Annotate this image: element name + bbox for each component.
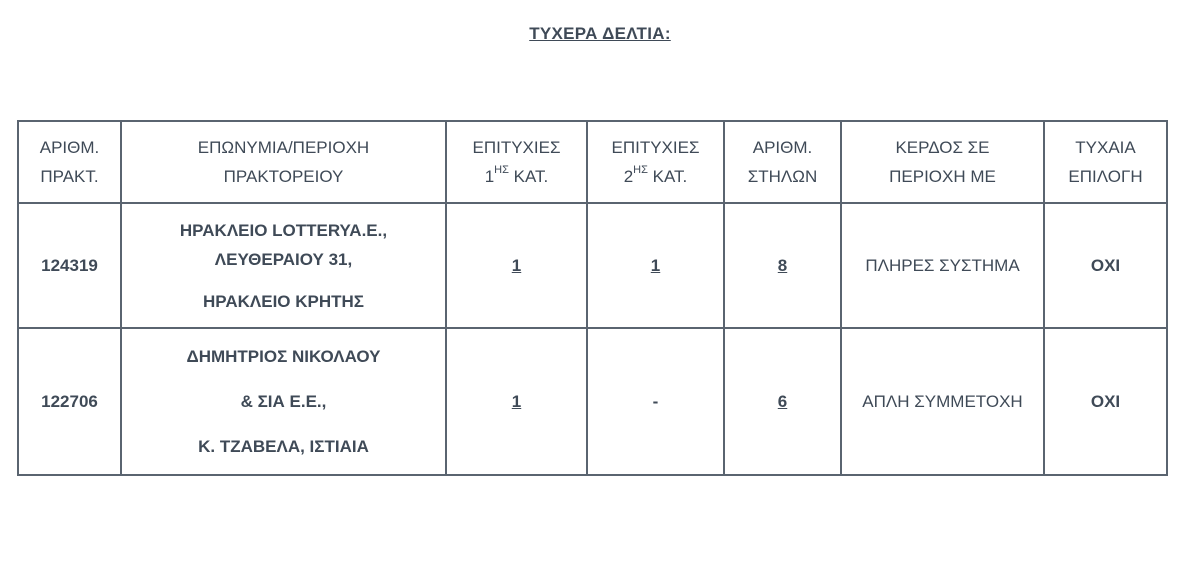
header-text [592,162,719,191]
header-superscript: ΗΣ [494,164,509,177]
address-line: ΛΕΥΘΕΡΑΙΟΥ 31, [214,249,353,269]
header-text: ΠΕΡΙΟΧΗ ΜΕ [889,167,996,186]
header-columns-count [724,121,841,203]
columns-count-cell [724,203,841,328]
wins-cat2-cell: - [587,328,724,475]
wins-cat1-cell [446,328,587,475]
page-title: ΤΥΧΕΡΑ ΔΕΛΤΙΑ: [529,24,671,43]
random-pick-cell: ΟΧΙ [1044,328,1167,475]
header-text: ΕΠΩΝΥΜΙΑ/ΠΕΡΙΟΧΗ [197,138,370,157]
wins-cat2-value: 1 [650,256,661,275]
header-text: ΣΤΗΛΩΝ [747,167,818,186]
header-wins-category-2 [587,121,724,203]
wins-cat1-value: 1 [511,256,522,275]
header-superscript: ΗΣ [633,164,648,177]
header-text: ΕΠΙΤΥΧΙΕΣ [472,138,561,157]
columns-count-value: 8 [777,256,788,275]
address-line: ΔΗΜΗΤΡΙΟΣ ΝΙΚΟΛΑΟΥ [186,347,381,366]
header-category-label: ΚΑΤ. [508,167,549,186]
agency-number-cell: 122706 [18,328,121,475]
agency-number-cell: 124319 [18,203,121,328]
address-line: ΗΡΑΚΛΕΙΟ LOTTERYA.E., [179,220,388,240]
header-wins-category-1 [446,121,587,203]
header-text: ΑΡΙΘΜ. [752,138,813,157]
header-text: ΚΕΡΔΟΣ ΣΕ [895,138,990,157]
header-text: ΕΠΙΤΥΧΙΕΣ [611,138,700,157]
address-line: ΗΡΑΚΛΕΙΟ ΚΡΗΤΗΣ [202,291,364,311]
header-agency-name [121,121,446,203]
wins-cat1-value: 1 [511,392,522,411]
header-category-label: ΚΑΤ. [647,167,688,186]
random-pick-cell: ΟΧΙ [1044,203,1167,328]
table-header-row [18,121,1167,203]
header-text: ΤΥΧΑΙΑ [1075,138,1136,157]
wins-cat1-cell [446,203,587,328]
header-text: ΠΡΑΚΤ. [40,167,99,186]
columns-count-cell [724,328,841,475]
header-agency-number [18,121,121,203]
header-text [451,162,582,191]
table-row [18,203,1167,328]
address-line: & ΣΙΑ Ε.Ε., [240,392,327,411]
header-random-pick [1044,121,1167,203]
address-line: Κ. ΤΖΑΒΕΛΑ, ΙΣΤΙΑΙΑ [198,437,369,456]
winning-tickets-table [17,120,1168,476]
header-text: ΑΡΙΘΜ. [39,138,100,157]
table-row [18,328,1167,475]
header-number: 2 [623,167,634,186]
agency-address-cell [121,328,446,475]
header-win-type [841,121,1044,203]
win-type-cell: ΠΛΗΡΕΣ ΣΥΣΤΗΜΑ [841,203,1044,328]
header-text: ΕΠΙΛΟΓΗ [1068,167,1143,186]
wins-cat2-cell [587,203,724,328]
win-type-cell: ΑΠΛΗ ΣΥΜΜΕΤΟΧΗ [841,328,1044,475]
agency-address-cell [121,203,446,328]
header-text: ΠΡΑΚΤΟΡΕΙΟΥ [223,167,344,186]
header-number: 1 [484,167,495,186]
columns-count-value: 6 [777,392,788,411]
